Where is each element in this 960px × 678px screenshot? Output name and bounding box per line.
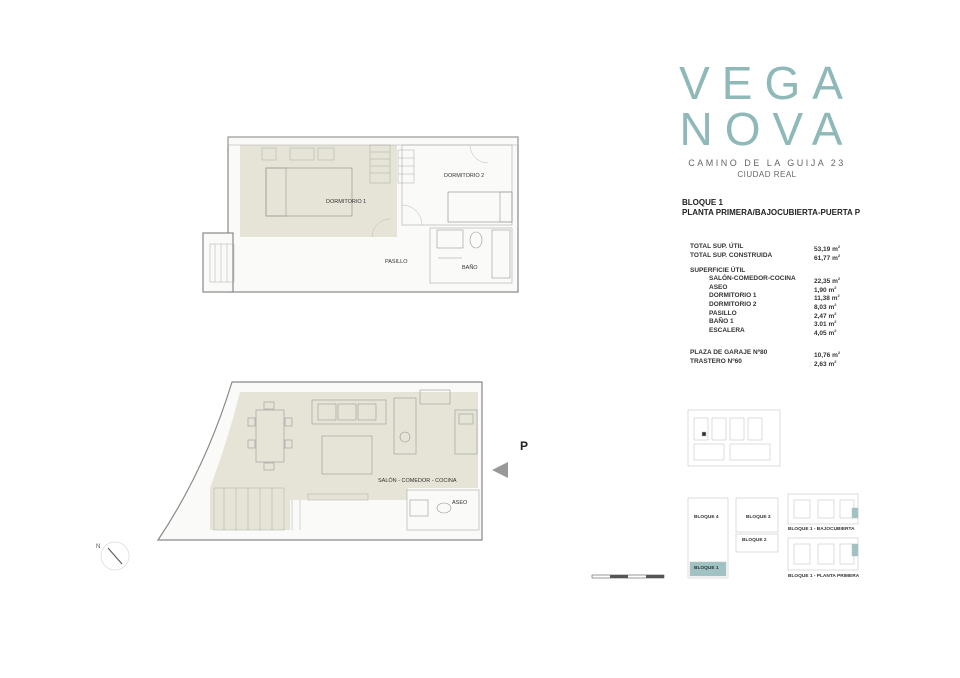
total-row: TOTAL SUP. CONSTRUIDA 61,77 $m^2$ xyxy=(690,251,841,262)
room-row: DORMITORIO 2 8,03 $m^2$ xyxy=(709,300,837,312)
keyplan-label-bloque2: BLOQUE 2 xyxy=(742,538,767,543)
keyplan-label-bloque4: BLOQUE 4 xyxy=(694,515,719,520)
keyplan-site xyxy=(688,410,780,578)
label-dormitorio2: DORMITORIO 2 xyxy=(444,173,485,179)
extra-row: PLAZA DE GARAJE Nº80 10,76 $m^2$ xyxy=(690,349,841,360)
scale-bar xyxy=(592,575,664,578)
brand-address: CAMINO DE LA GUIJA 23 xyxy=(688,158,846,168)
unit-name: PLANTA PRIMERA/BAJOCUBIERTA-PUERTA P xyxy=(682,208,861,217)
keyplan-label-bajocubierta: BLOQUE 1 - BAJOCUBIERTA xyxy=(788,527,855,532)
room-row: DORMITORIO 1 11,38 $m^2$ xyxy=(709,292,840,303)
aseo-room xyxy=(407,490,479,530)
keyplan-label-bloque3: BLOQUE 3 xyxy=(746,515,771,520)
unit-heading xyxy=(682,198,860,218)
room-row: BAÑO 1 3.01 $m^2$ xyxy=(709,318,837,329)
keyplan-label-primera: BLOQUE 1 - PLANTA PRIMERA xyxy=(788,574,860,579)
entrance-arrow-icon xyxy=(492,462,508,478)
entrance-label: P xyxy=(520,439,529,453)
keyplan-label-bloque1: BLOQUE 1 xyxy=(694,566,719,571)
keyplan-floors xyxy=(788,494,858,570)
label-pasillo: PASILLO xyxy=(385,259,408,265)
brand-name-line2: NOVA xyxy=(679,103,855,155)
extra-row: TRASTERO Nº60 2,63 $m^2$ xyxy=(690,357,837,369)
brand-logo xyxy=(672,57,862,179)
north-compass-icon xyxy=(96,542,129,570)
label-salon: SALÓN - COMEDOR - COCINA xyxy=(378,478,457,484)
room-row: ESCALERA 4,05 $m^2$ xyxy=(709,326,837,337)
lower-floor-plan xyxy=(158,382,482,540)
surface-table xyxy=(690,243,850,367)
label-aseo: ASEO xyxy=(452,500,468,506)
label-dormitorio1: DORMITORIO 1 xyxy=(326,199,367,205)
room-row: ASEO 1,90 $m^2$ xyxy=(709,283,837,294)
room-row: PASILLO 2,47 $m^2$ xyxy=(709,309,837,320)
brand-name-line1: VEGA xyxy=(679,57,855,109)
svg-text:N: N xyxy=(96,544,101,550)
room-row: SALÓN-COMEDOR-COCINA 22,35 $m^2$ xyxy=(709,275,841,286)
useful-heading: SUPERFICIE ÚTIL xyxy=(690,267,746,275)
block-name: BLOQUE 1 xyxy=(682,198,723,207)
total-row: TOTAL SUP. ÚTIL 53,19 $m^2$ xyxy=(690,243,841,254)
upper-floor-plan xyxy=(203,137,518,292)
dormitorio2-room xyxy=(402,145,512,225)
brand-city: CIUDAD REAL xyxy=(737,170,797,179)
label-bano: BAÑO xyxy=(462,265,478,271)
